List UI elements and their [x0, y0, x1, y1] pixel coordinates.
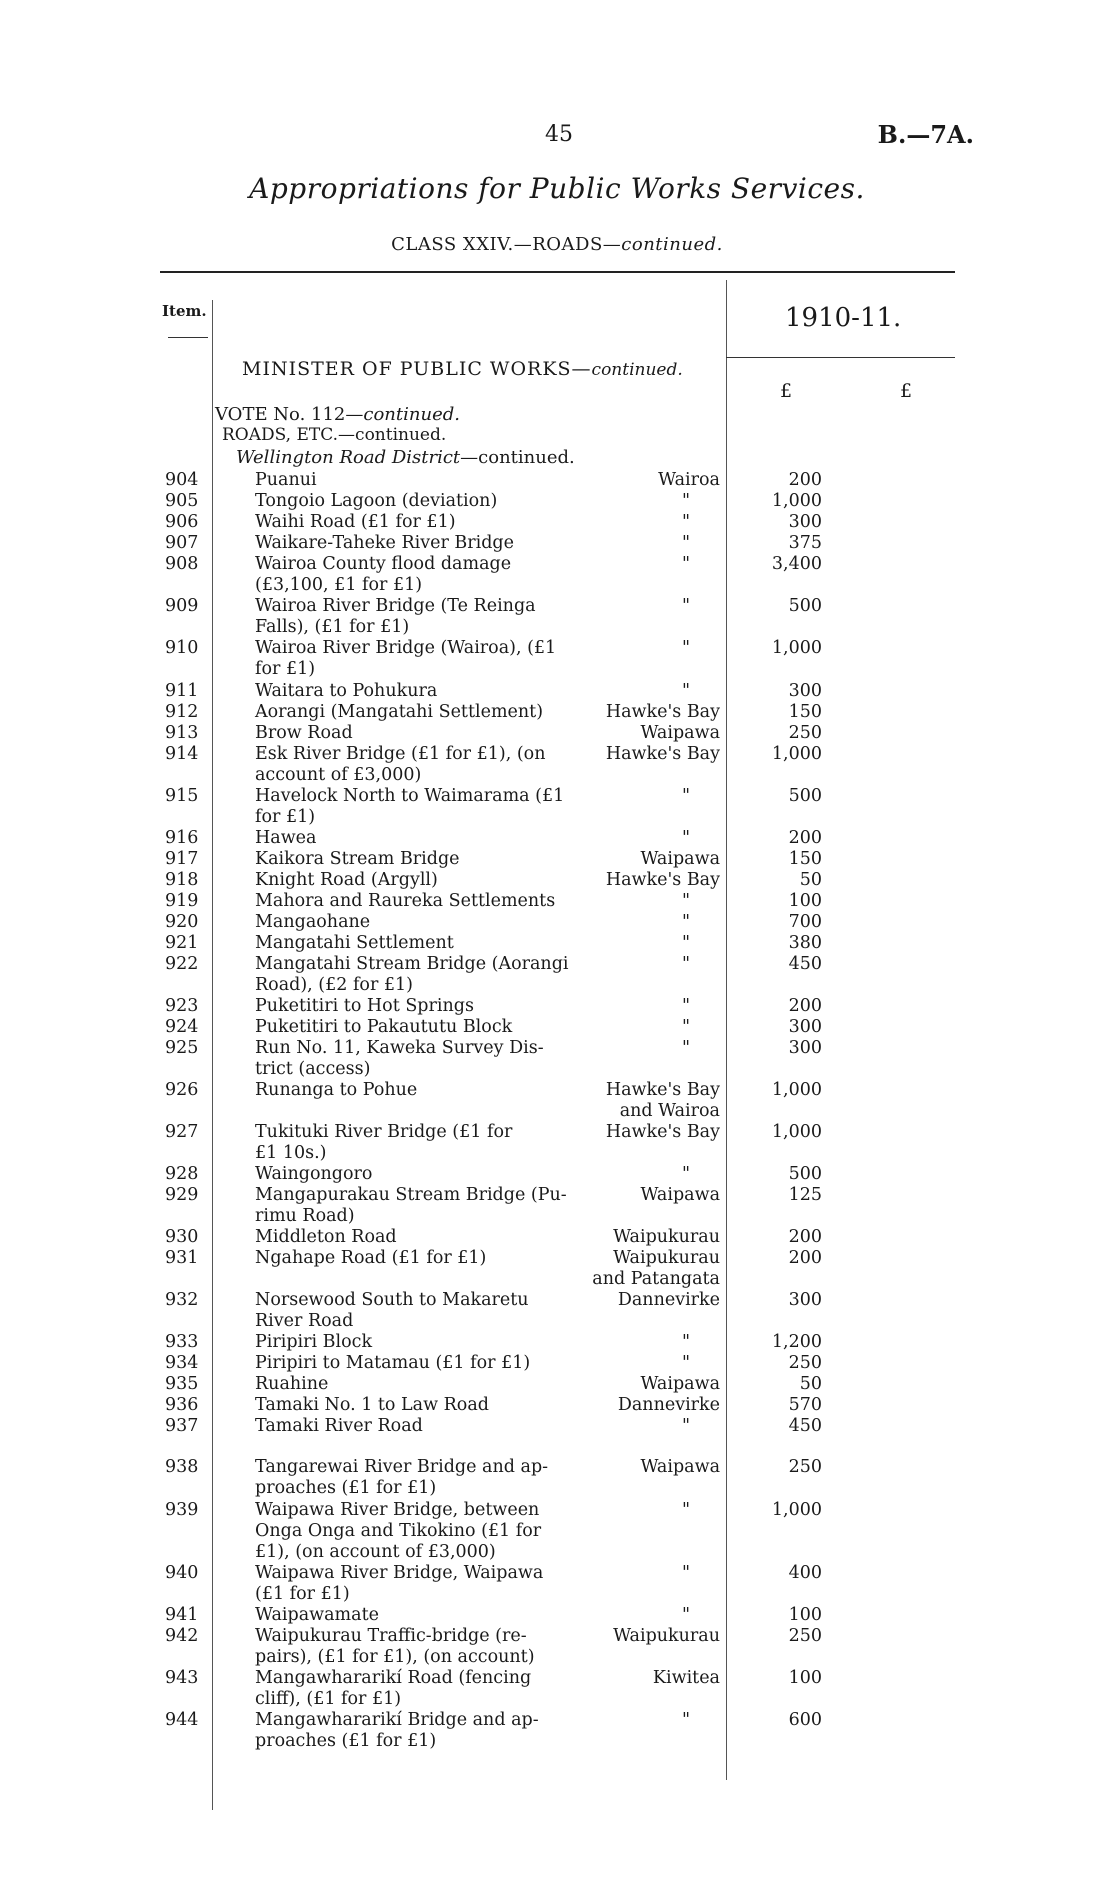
item-location [580, 1416, 720, 1437]
location-line: " [681, 1710, 690, 1730]
item-description [255, 849, 580, 870]
item-description [255, 744, 580, 786]
item-location [580, 1563, 720, 1584]
ministry-continued: continued. [591, 360, 683, 380]
description-line: Mangapurakau Stream Bridge (Pu- [255, 1185, 567, 1205]
item-number: 944 [165, 1710, 199, 1730]
description-line: Mangatahi Stream Bridge (Aorangi [255, 954, 569, 974]
location-line: " [681, 1017, 690, 1037]
page-title: Appropriations for Public Works Services. [249, 172, 865, 205]
item-number: 931 [165, 1248, 199, 1268]
description-line: proaches (£1 for £1) [255, 1731, 437, 1751]
item-amount: 500 [788, 1164, 822, 1184]
item-amount: 300 [788, 512, 822, 532]
year-header-rule [726, 357, 955, 358]
description-line: Piripiri to Matamau (£1 for £1) [255, 1353, 531, 1373]
item-amount: 300 [788, 1038, 822, 1058]
item-number: 909 [165, 596, 199, 616]
description-line: Mangawhararikí Bridge and ap- [255, 1710, 539, 1730]
item-location [580, 1374, 720, 1395]
vote-heading [215, 404, 460, 425]
description-line: Middleton Road [255, 1227, 397, 1247]
item-description [255, 1185, 580, 1227]
description-line: Knight Road (Argyll) [255, 870, 438, 890]
location-line: " [681, 596, 690, 616]
location-line: " [681, 828, 690, 848]
item-description [255, 1457, 580, 1499]
description-line: Waitara to Pohukura [255, 681, 438, 701]
description-line: Runanga to Pohue [255, 1080, 418, 1100]
location-line: " [681, 512, 690, 532]
item-location [580, 1457, 720, 1478]
item-location [580, 470, 720, 491]
item-amount: 100 [788, 1668, 822, 1688]
item-amount: 450 [788, 954, 822, 974]
year-column-header: 1910-11. [785, 303, 902, 333]
item-amount: 1,200 [771, 1332, 822, 1352]
description-line: (£1 for £1) [255, 1584, 350, 1604]
item-number: 925 [165, 1038, 199, 1058]
item-location [580, 786, 720, 807]
location-line: and Wairoa [619, 1101, 720, 1121]
item-description [255, 996, 580, 1017]
item-amount: 250 [788, 1353, 822, 1373]
ministry-heading [242, 358, 683, 380]
item-description [255, 954, 580, 996]
location-line: Waipawa [640, 1374, 720, 1394]
item-description [255, 723, 580, 744]
item-description [255, 554, 580, 596]
description-line: Tukituki River Bridge (£1 for [255, 1122, 513, 1142]
description-line: for £1) [255, 807, 316, 827]
item-amount: 250 [788, 1457, 822, 1477]
item-amount: 380 [788, 933, 822, 953]
item-location [580, 512, 720, 533]
item-location [580, 1332, 720, 1353]
location-line: and Patangata [592, 1269, 720, 1289]
location-line: " [681, 996, 690, 1016]
item-location [580, 533, 720, 554]
item-number: 906 [165, 512, 199, 532]
location-line: " [681, 1038, 690, 1058]
item-number: 938 [165, 1457, 199, 1477]
item-number: 929 [165, 1185, 199, 1205]
item-description [255, 933, 580, 954]
location-line: " [681, 1164, 690, 1184]
description-line: £1 10s.) [255, 1143, 327, 1163]
item-description [255, 1668, 580, 1710]
location-line: " [681, 1500, 690, 1520]
column-divider-location [726, 280, 727, 1780]
description-line: Waihi Road (£1 for £1) [255, 512, 456, 532]
item-number: 913 [165, 723, 199, 743]
item-location [580, 891, 720, 912]
item-location [580, 1038, 720, 1059]
column-divider-item [212, 300, 213, 1810]
item-description [255, 1038, 580, 1080]
description-line: Tangarewai River Bridge and ap- [255, 1457, 549, 1477]
vote-continued: continued. [363, 404, 460, 425]
item-location [580, 1605, 720, 1626]
location-line: " [681, 912, 690, 932]
item-amount: 125 [788, 1185, 822, 1205]
item-number: 935 [165, 1374, 199, 1394]
item-number: 934 [165, 1353, 199, 1373]
item-amount: 1,000 [771, 638, 822, 658]
location-line: Hawke's Bay [605, 1080, 720, 1100]
description-line: Havelock North to Waimarama (£1 [255, 786, 565, 806]
item-description [255, 702, 580, 723]
item-number: 911 [165, 681, 199, 701]
item-amount: 100 [788, 1605, 822, 1625]
district-continued: continued. [478, 447, 575, 468]
description-line: Puanui [255, 470, 317, 490]
description-line: Hawea [255, 828, 317, 848]
location-line: Waipawa [640, 1457, 720, 1477]
location-line: " [681, 1353, 690, 1373]
item-description [255, 596, 580, 638]
description-line: (£3,100, £1 for £1) [255, 575, 423, 595]
item-number: 933 [165, 1332, 199, 1352]
item-description [255, 638, 580, 680]
description-line: Waipukurau Traffic-bridge (re- [255, 1626, 527, 1646]
item-number: 941 [165, 1605, 199, 1625]
item-location [580, 1668, 720, 1689]
location-line: " [681, 933, 690, 953]
item-amount: 400 [788, 1563, 822, 1583]
item-location [580, 933, 720, 954]
description-line: Mangatahi Settlement [255, 933, 454, 953]
currency-label-1: £ [780, 380, 793, 402]
item-description [255, 533, 580, 554]
item-location [580, 1080, 720, 1122]
item-number: 930 [165, 1227, 199, 1247]
location-line: " [681, 533, 690, 553]
item-location [580, 491, 720, 512]
item-location [580, 1710, 720, 1731]
location-line: " [681, 891, 690, 911]
class-title-main: CLASS XXIV.—ROADS— [391, 234, 622, 255]
location-line: Waipawa [640, 723, 720, 743]
description-line: Aorangi (Mangatahi Settlement) [255, 702, 544, 722]
item-amount: 375 [788, 533, 822, 553]
item-number: 922 [165, 954, 199, 974]
item-number: 914 [165, 744, 199, 764]
item-number: 915 [165, 786, 199, 806]
item-location [580, 744, 720, 765]
item-amount: 570 [788, 1395, 822, 1415]
item-number: 937 [165, 1416, 199, 1436]
item-location [580, 1227, 720, 1248]
item-amount: 150 [788, 849, 822, 869]
item-description [255, 1500, 580, 1563]
item-number: 942 [165, 1626, 199, 1646]
item-amount: 300 [788, 1017, 822, 1037]
item-description [255, 1395, 580, 1416]
location-line: " [681, 491, 690, 511]
item-location [580, 954, 720, 975]
item-amount: 700 [788, 912, 822, 932]
item-location [580, 828, 720, 849]
item-description [255, 1605, 580, 1626]
item-number: 920 [165, 912, 199, 932]
item-amount: 50 [799, 1374, 822, 1394]
location-line: Wairoa [658, 470, 720, 490]
description-line: account of £3,000) [255, 765, 422, 785]
location-line: " [681, 1605, 690, 1625]
item-description [255, 912, 580, 933]
description-line: Brow Road [255, 723, 353, 743]
item-number: 924 [165, 1017, 199, 1037]
class-title-continued: continued. [621, 234, 723, 255]
description-line: rimu Road) [255, 1206, 355, 1226]
item-number: 907 [165, 533, 199, 553]
item-description [255, 1563, 580, 1605]
location-line: " [681, 1332, 690, 1352]
location-line: Waipawa [640, 1185, 720, 1205]
currency-label-2: £ [900, 380, 913, 402]
description-line: pairs), (£1 for £1), (on account) [255, 1647, 535, 1667]
description-line: Mangaohane [255, 912, 371, 932]
item-location [580, 596, 720, 617]
item-column-header: Item. [162, 302, 207, 320]
description-line: Run No. 11, Kaweka Survey Dis- [255, 1038, 544, 1058]
location-line: " [681, 1416, 690, 1436]
item-description [255, 1626, 580, 1668]
item-amount: 50 [799, 870, 822, 890]
item-amount: 150 [788, 702, 822, 722]
district-heading [236, 447, 575, 468]
location-line: " [681, 786, 690, 806]
item-location [580, 1185, 720, 1206]
item-description [255, 1353, 580, 1374]
page-number: 45 [545, 122, 573, 147]
item-number: 932 [165, 1290, 199, 1310]
item-number: 912 [165, 702, 199, 722]
item-amount: 1,000 [771, 1080, 822, 1100]
item-number: 905 [165, 491, 199, 511]
item-description [255, 1122, 580, 1164]
item-number: 921 [165, 933, 199, 953]
item-description [255, 491, 580, 512]
item-location [580, 912, 720, 933]
item-amount: 200 [788, 1227, 822, 1247]
item-number: 939 [165, 1500, 199, 1520]
description-line: Waipawa River Bridge, Waipawa [255, 1563, 544, 1583]
location-line: Waipawa [640, 849, 720, 869]
item-location [580, 1248, 720, 1290]
item-amount: 3,400 [771, 554, 822, 574]
item-number: 927 [165, 1122, 199, 1142]
description-line: River Road [255, 1311, 354, 1331]
item-location [580, 702, 720, 723]
item-amount: 250 [788, 1626, 822, 1646]
district-name: Wellington Road District— [236, 447, 479, 468]
location-line: Hawke's Bay [605, 744, 720, 764]
item-amount: 200 [788, 828, 822, 848]
item-number: 919 [165, 891, 199, 911]
description-line: Waipawamate [255, 1605, 379, 1625]
item-location [580, 681, 720, 702]
roads-heading: ROADS, ETC.—continued. [222, 425, 447, 445]
item-amount: 250 [788, 723, 822, 743]
location-line: Waipukurau [613, 1626, 720, 1646]
item-number: 926 [165, 1080, 199, 1100]
description-line: cliff), (£1 for £1) [255, 1689, 402, 1709]
description-line: Puketitiri to Hot Springs [255, 996, 474, 1016]
class-title [0, 234, 1114, 255]
item-description [255, 1416, 580, 1437]
location-line: " [681, 954, 690, 974]
item-location [580, 849, 720, 870]
item-amount: 450 [788, 1416, 822, 1436]
item-location [580, 870, 720, 891]
description-line: Waingongoro [255, 1164, 373, 1184]
ministry-name: MINISTER OF PUBLIC WORKS— [242, 358, 592, 380]
item-amount: 500 [788, 786, 822, 806]
location-line: Waipukurau [613, 1227, 720, 1247]
item-number: 940 [165, 1563, 199, 1583]
description-line: Kaikora Stream Bridge [255, 849, 460, 869]
item-description [255, 870, 580, 891]
item-description [255, 681, 580, 702]
location-line: Dannevirke [617, 1395, 720, 1415]
location-line: " [681, 1563, 690, 1583]
location-line: " [681, 638, 690, 658]
item-amount: 600 [788, 1710, 822, 1730]
description-line: Tongoio Lagoon (deviation) [255, 491, 498, 511]
item-location [580, 554, 720, 575]
location-line: Kiwitea [652, 1668, 720, 1688]
item-description [255, 1290, 580, 1332]
description-line: Mahora and Raureka Settlements [255, 891, 556, 911]
description-line: Onga Onga and Tikokino (£1 for [255, 1521, 542, 1541]
item-description [255, 1248, 580, 1269]
item-amount: 300 [788, 1290, 822, 1310]
item-header-rule [168, 337, 208, 338]
description-line: Tamaki River Road [255, 1416, 423, 1436]
item-amount: 300 [788, 681, 822, 701]
item-description [255, 828, 580, 849]
item-description [255, 1164, 580, 1185]
description-line: Ruahine [255, 1374, 329, 1394]
item-description [255, 786, 580, 828]
item-description [255, 1227, 580, 1248]
item-location [580, 996, 720, 1017]
item-description [255, 1332, 580, 1353]
item-number: 908 [165, 554, 199, 574]
description-line: Esk River Bridge (£1 for £1), (on [255, 744, 546, 764]
description-line: Ngahape Road (£1 for £1) [255, 1248, 487, 1268]
item-number: 923 [165, 996, 199, 1016]
location-line: Hawke's Bay [605, 702, 720, 722]
item-number: 916 [165, 828, 199, 848]
item-amount: 500 [788, 596, 822, 616]
top-rule [160, 271, 955, 273]
description-line: Falls), (£1 for £1) [255, 617, 410, 637]
item-number: 904 [165, 470, 199, 490]
description-line: Piripiri Block [255, 1332, 373, 1352]
item-location [580, 1395, 720, 1416]
item-number: 936 [165, 1395, 199, 1415]
item-description [255, 891, 580, 912]
item-number: 917 [165, 849, 199, 869]
item-amount: 1,000 [771, 1500, 822, 1520]
location-line: Waipukurau [613, 1248, 720, 1268]
item-location [580, 1353, 720, 1374]
item-amount: 1,000 [771, 491, 822, 511]
item-location [580, 723, 720, 744]
description-line: £1), (on account of £3,000) [255, 1542, 496, 1562]
description-line: Wairoa County flood damage [255, 554, 512, 574]
description-line: Wairoa River Bridge (Te Reinga [255, 596, 536, 616]
item-amount: 200 [788, 996, 822, 1016]
location-line: " [681, 554, 690, 574]
item-location [580, 1122, 720, 1143]
document-code: B.—7A. [877, 120, 974, 149]
item-number: 928 [165, 1164, 199, 1184]
item-location [580, 638, 720, 659]
item-location [580, 1017, 720, 1038]
item-description [255, 1374, 580, 1395]
item-description [255, 1080, 580, 1101]
item-location [580, 1290, 720, 1311]
item-number: 910 [165, 638, 199, 658]
item-description [255, 512, 580, 533]
item-amount: 1,000 [771, 744, 822, 764]
item-description [255, 470, 580, 491]
description-line: proaches (£1 for £1) [255, 1478, 437, 1498]
item-location [580, 1164, 720, 1185]
item-number: 918 [165, 870, 199, 890]
description-line: Waikare-Taheke River Bridge [255, 533, 514, 553]
description-line: Mangawhararikí Road (fencing [255, 1668, 532, 1688]
item-amount: 200 [788, 1248, 822, 1268]
location-line: Dannevirke [617, 1290, 720, 1310]
description-line: for £1) [255, 659, 316, 679]
description-line: Tamaki No. 1 to Law Road [255, 1395, 489, 1415]
description-line: trict (access) [255, 1059, 371, 1079]
item-description [255, 1017, 580, 1038]
item-amount: 100 [788, 891, 822, 911]
description-line: Waipawa River Bridge, between [255, 1500, 540, 1520]
location-line: " [681, 681, 690, 701]
description-line: Road), (£2 for £1) [255, 975, 413, 995]
description-line: Puketitiri to Pakaututu Block [255, 1017, 513, 1037]
location-line: Hawke's Bay [605, 870, 720, 890]
vote-name: VOTE No. 112— [215, 404, 364, 425]
item-amount: 1,000 [771, 1122, 822, 1142]
item-location [580, 1626, 720, 1647]
location-line: Hawke's Bay [605, 1122, 720, 1142]
item-description [255, 1710, 580, 1752]
description-line: Norsewood South to Makaretu [255, 1290, 529, 1310]
description-line: Wairoa River Bridge (Wairoa), (£1 [255, 638, 557, 658]
item-number: 943 [165, 1668, 199, 1688]
item-location [580, 1500, 720, 1521]
item-amount: 200 [788, 470, 822, 490]
